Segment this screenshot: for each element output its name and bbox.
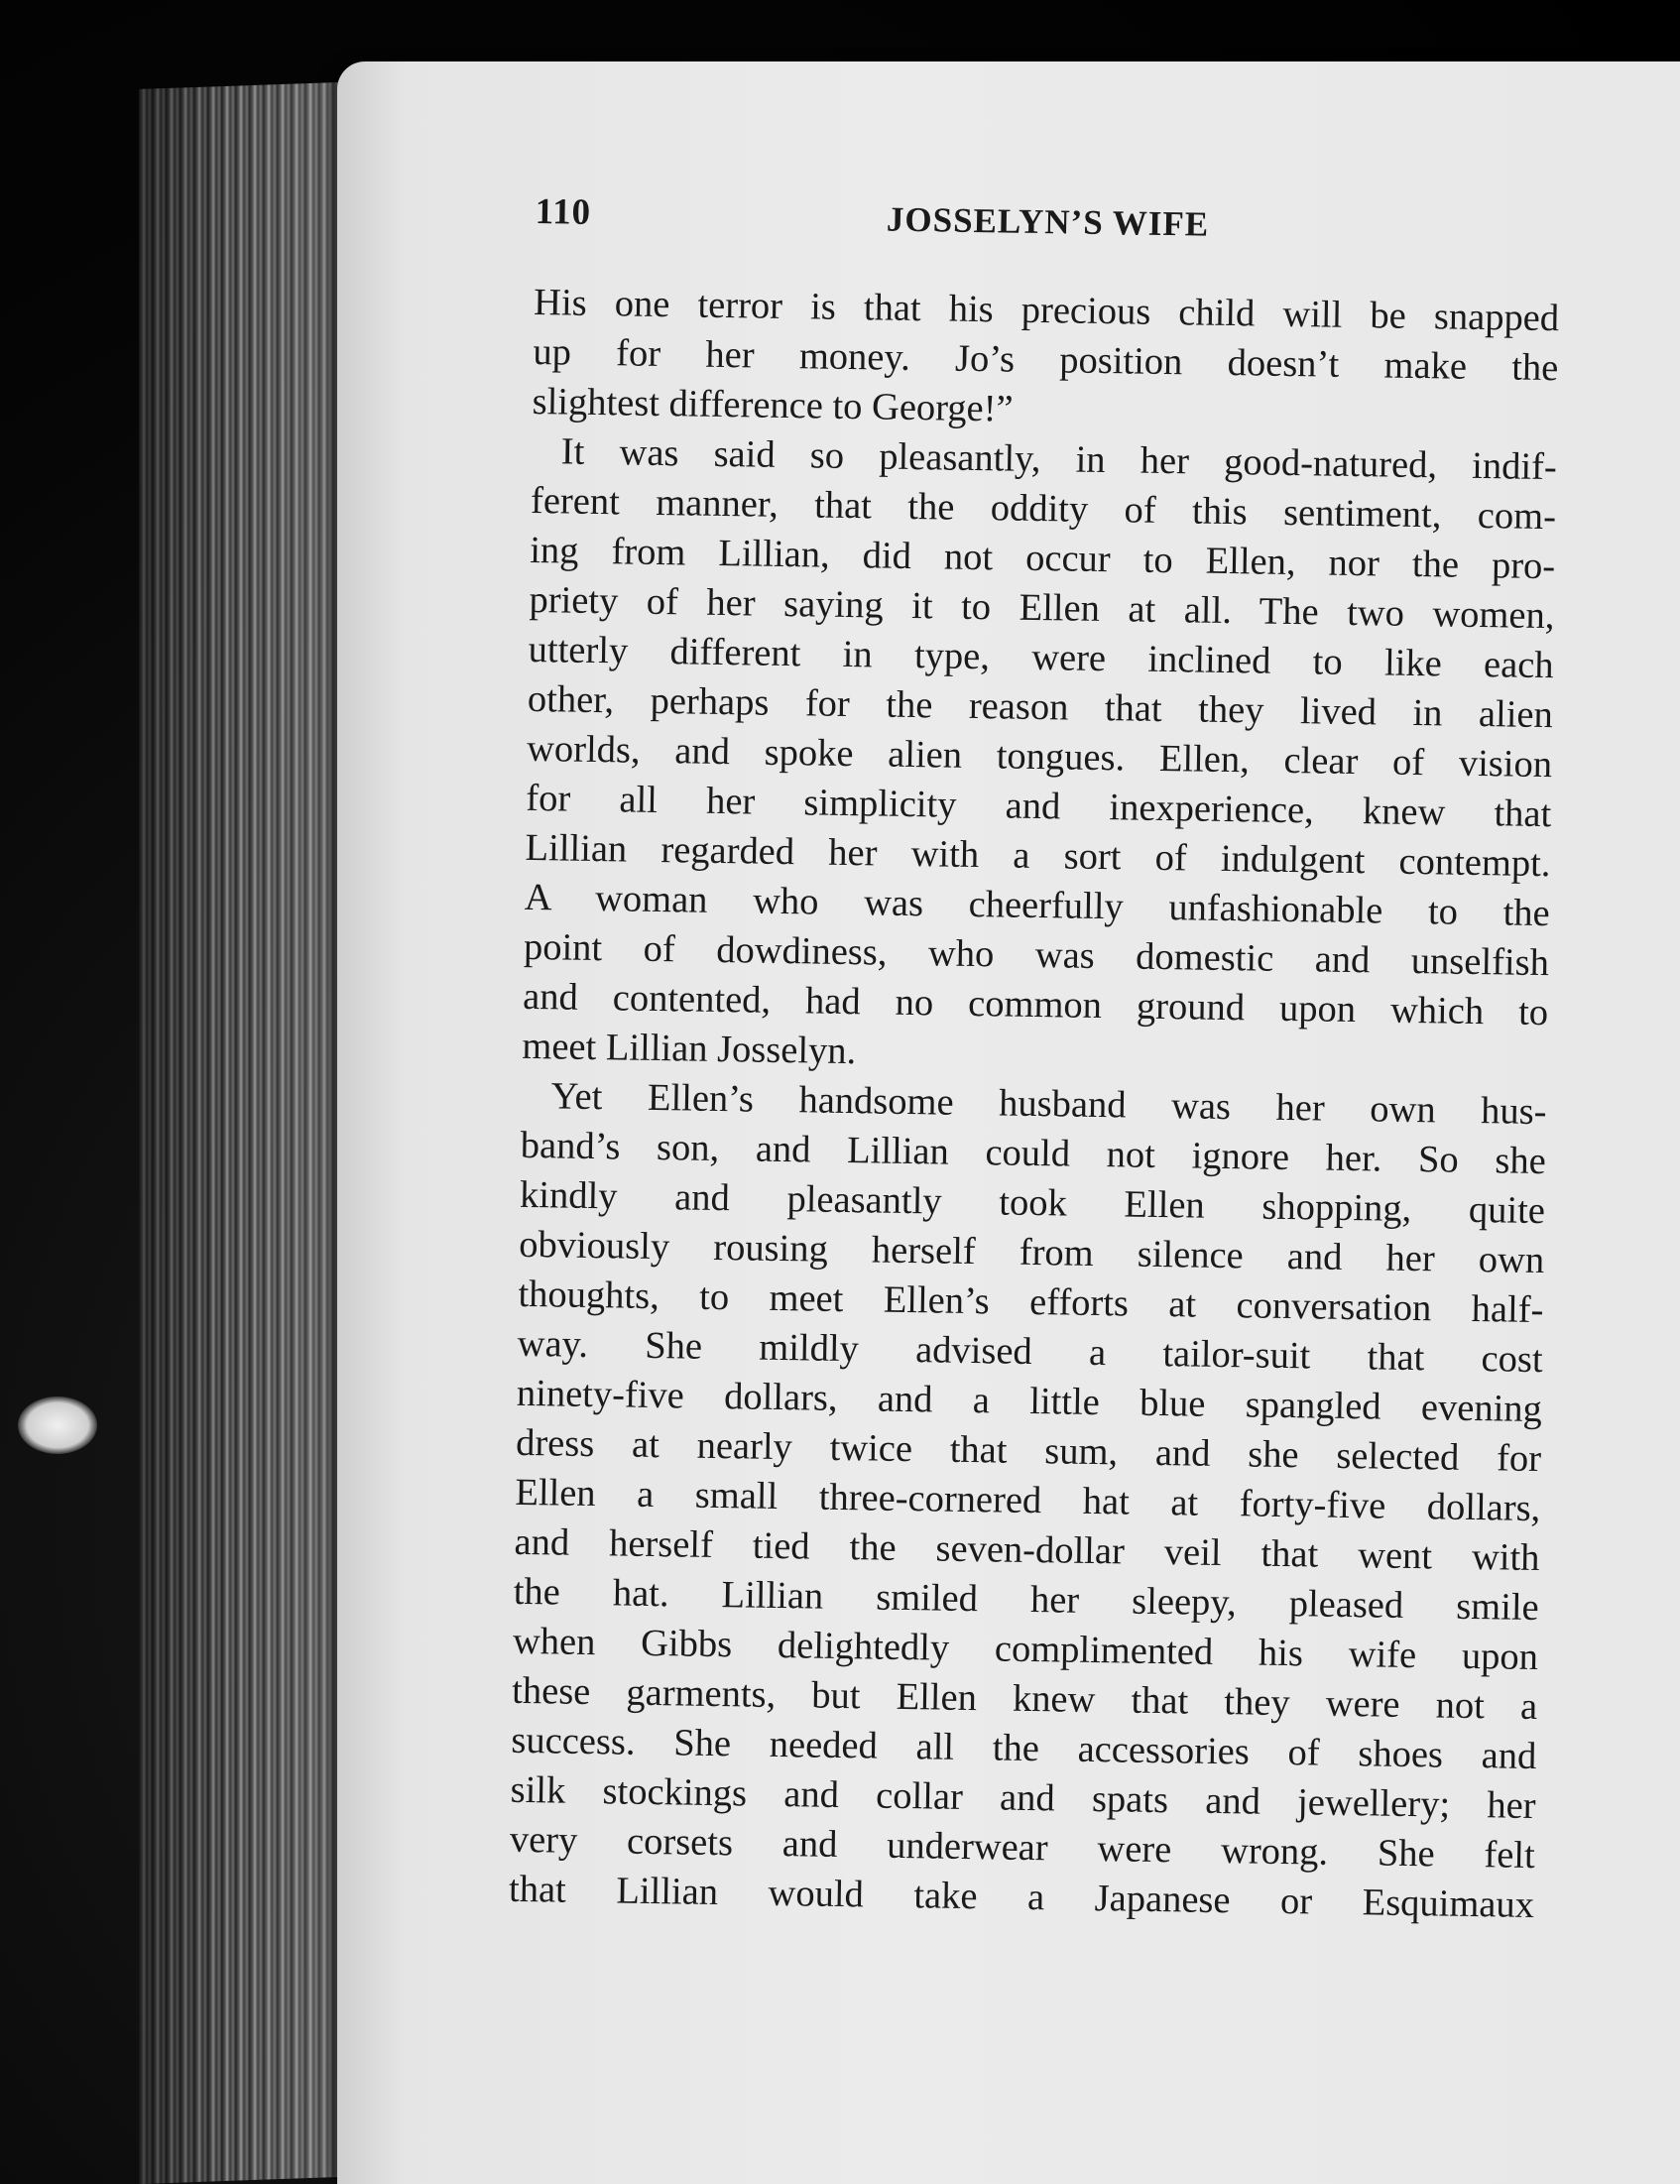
text-line: slightest difference to George!” [532,380,1014,430]
text-line: up for her money. Jo’s position doesn’t make the [533,330,1559,390]
running-title: JOSSELYN’S WIFE [886,199,1210,244]
text-line: ninety-five dollars, and a little blue spangled evening [516,1372,1543,1431]
text-line: ing from Lillian, did not occur to Ellen, nor the pro- [529,529,1556,588]
text-line: Ellen a small three-cornered hat at forty-five dollars, [515,1471,1541,1530]
text-line: the hat. Lillian smiled her sleepy, pleased smile [513,1570,1540,1630]
text-line: when Gibbs delightedly complimented his wife upon [512,1620,1539,1679]
text-line: It was said so pleasantly, in her good-natured, indif- [560,430,1558,489]
text-line: success. She needed all the accessories of shoes and [511,1719,1537,1778]
text-line: ferent manner, that the oddity of this sentiment, com- [530,479,1557,539]
text-line: point of dowdiness, who was domestic and unselfish [523,925,1550,985]
text-line: for all her simplicity and inexperience, knew that [526,777,1552,836]
text-line: that Lillian would take a Japanese or Esquimaux [508,1868,1535,1927]
text-line: obviously rousing herself from silence and her own [518,1223,1545,1282]
running-head [535,190,1561,266]
book-page-edges [139,81,367,2184]
text-line: utterly different in type, were inclined to like each [528,628,1554,687]
text-line: other, perhaps for the reason that they lived in alien [527,677,1554,737]
text-line: and herself tied the seven-dollar veil that went with [514,1520,1540,1580]
body-text [509,278,1560,1930]
text-line: Yet Ellen’s handsome husband was her own hus- [550,1075,1547,1134]
text-line: and contented, had no common ground upon which to [522,975,1549,1034]
text-line: His one terror is that his precious child will be snapped [533,281,1560,340]
text-line: very corsets and underwear were wrong. She felt [509,1818,1536,1878]
text-line: meet Lillian Josselyn. [522,1025,857,1073]
text-line: kindly and pleasantly took Ellen shopping, quite [519,1173,1546,1233]
page-content [509,190,1561,1930]
scan-smudge [18,1396,97,1454]
page-number: 110 [535,190,592,233]
text-line: way. She mildly advised a tailor-suit that cost [517,1322,1543,1382]
text-line: priety of her saying it to Ellen at all. The two women, [529,578,1555,638]
text-line: dress at nearly twice that sum, and she selected for [515,1421,1542,1481]
text-line: silk stockings and collar and spats and jewellery; her [510,1768,1536,1828]
text-line: thoughts, to meet Ellen’s efforts at conversation half- [518,1273,1544,1332]
text-line: these garments, but Ellen knew that they were not a [511,1669,1538,1729]
book-page [337,61,1680,2184]
text-line: A woman who was cheerfully unfashionable to the [524,876,1551,935]
text-line: band’s son, and Lillian could not ignore her. So she [520,1124,1547,1183]
text-line: worlds, and spoke alien tongues. Ellen, clear of vision [526,727,1553,787]
text-line: Lillian regarded her with a sort of indulgent contempt. [525,826,1551,886]
